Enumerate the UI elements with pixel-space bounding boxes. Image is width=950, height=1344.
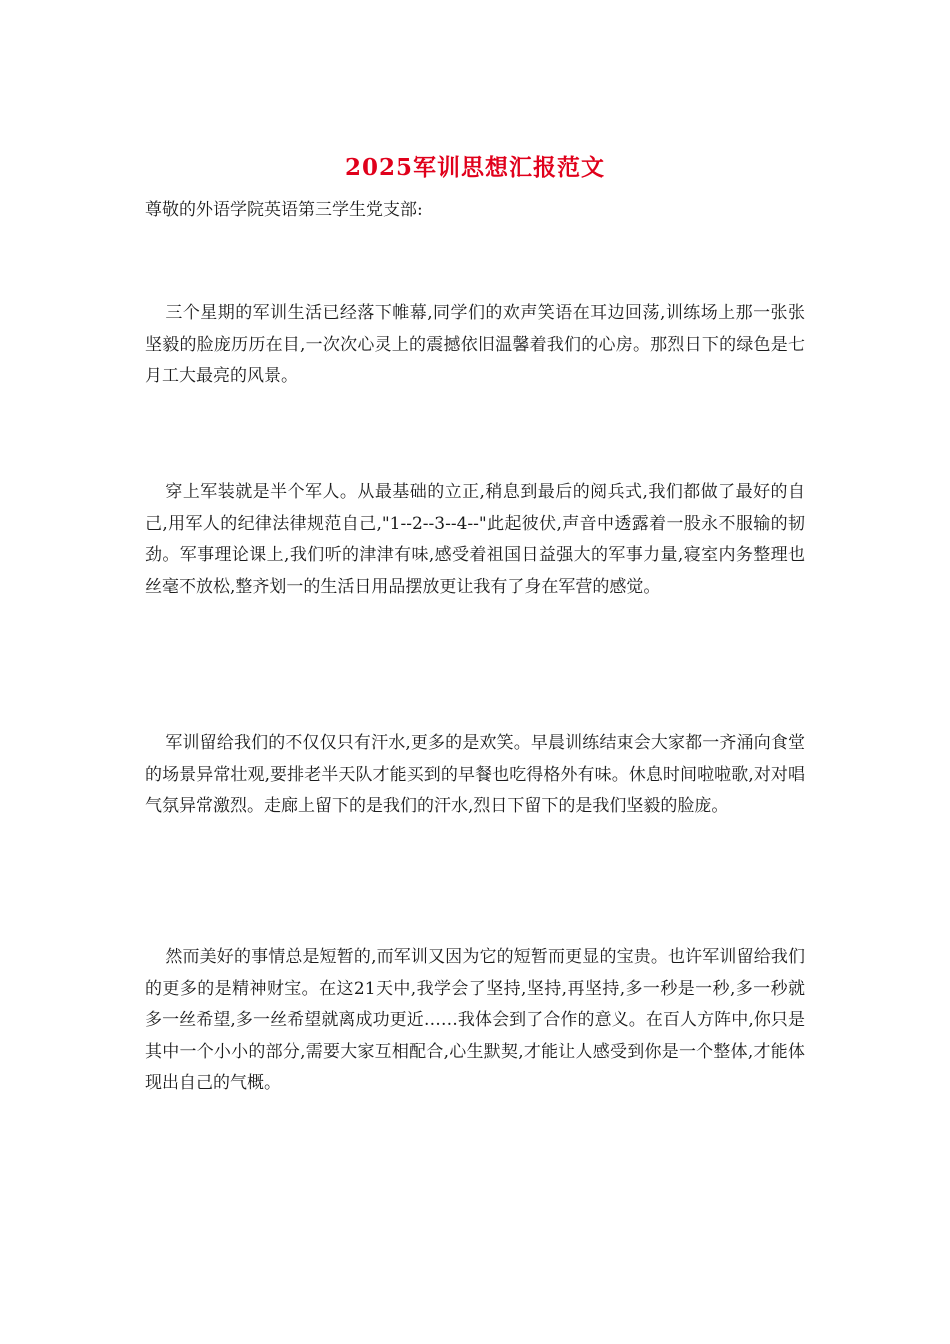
paragraph-3: 军训留给我们的不仅仅只有汗水,更多的是欢笑。早晨训练结束会大家都一齐涌向食堂的场景异常壮观,要排老半天队才能买到的早餐也吃得格外有味。休息时间啦啦歌,对对唱气氛异常激烈。走廊上留下的是我们的汗水,烈日下留下的是我们坚毅的脸庞。 [145,733,805,816]
paragraph-1: 三个星期的军训生活已经落下帷幕,同学们的欢声笑语在耳边回荡,训练场上那一张张坚毅的脸庞历历在目,一次次心灵上的震撼依旧温馨着我们的心房。那烈日下的绿色是七月工大最亮的风景。 [145,303,805,386]
paragraph-4: 然而美好的事情总是短暂的,而军训又因为它的短暂而更显的宝贵。也许军训留给我们的更多的是精神财宝。在这21天中,我学会了坚持,坚持,再坚持,多一秒是一秒,多一秒就多一丝希望,多一丝希望就离成功更近……我体会到了合作的意义。在百人方阵中,你只是其中一个小小的部分,需要大家互相配合,心生默契,才能让人感受到你是一个整体,才能体现出自己的气概。 [145,947,805,1093]
paragraph-2: 穿上军装就是半个军人。从最基础的立正,稍息到最后的阅兵式,我们都做了最好的自己,用军人的纪律法律规范自己,"1--2--3--4--"此起彼伏,声音中透露着一股永不服输的韧劲。军事理论课上,我们听的津津有味,感受着祖国日益强大的军事力量,寝室内务整理也丝毫不放松,整齐划一的生活日用品摆放更让我有了身在军营的感觉。 [145,482,805,597]
salutation: 尊敬的外语学院英语第三学生党支部: [145,200,423,220]
document-title: 2025军训思想汇报范文 [344,154,605,181]
